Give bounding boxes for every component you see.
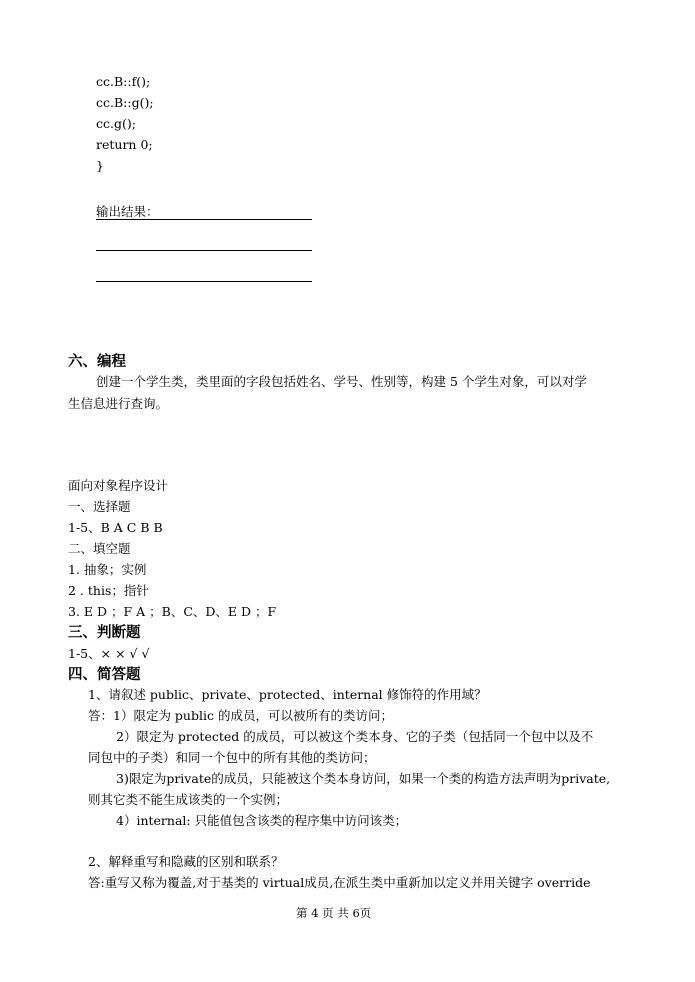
answers-title: 面向对象程序设计 <box>68 478 169 493</box>
section-2-title: 二、填空题 <box>68 541 131 556</box>
section-6-body-line-1: 创建一个学生类，类里面的字段包括姓名、学号、性别等，构建 5 个学生对象，可以对学 <box>96 374 587 389</box>
section-2-item-3: 3. E D ；F A ；B、C、D、E D ；F <box>68 604 277 619</box>
question-2: 2、解释重写和隐藏的区别和联系？ <box>88 854 284 869</box>
answer-2-line-1: 答:重写又称为覆盖,对于基类的 virtual成员,在派生类中重新加以定义并用关键字 override <box>88 875 591 890</box>
output-label: 输出结果： <box>96 204 159 219</box>
section-1-answer: 1-5、B A C B B <box>68 520 163 535</box>
answer-1-line-2: 2）限定为 protected 的成员，可以被这个类本身、它的子类（包括同一个包中以及不 <box>116 729 594 744</box>
question-1: 1、请叙述 public、private、protected、internal 修饰符的作用域？ <box>88 687 487 702</box>
page-footer: 第 4 页 共 6页 <box>296 906 372 920</box>
section-1-title: 一、选择题 <box>68 499 131 514</box>
code-line-2: cc.B::g(); <box>96 95 154 110</box>
answer-blank-line-2 <box>96 250 312 251</box>
section-6-heading: 六、编程 <box>68 354 126 370</box>
answer-blank-line-1 <box>96 219 312 220</box>
code-line-3: cc.g(); <box>96 116 136 131</box>
code-line-1: cc.B::f(); <box>96 74 151 89</box>
code-line-5: } <box>96 158 104 173</box>
section-2-item-1: 1. 抽象；实例 <box>68 562 147 577</box>
code-line-4: return 0; <box>96 137 153 152</box>
answer-1-line-6: 4）internal: 只能值包含该类的程序集中访问该类； <box>116 813 408 828</box>
section-3-answer: 1-5、× × √ √ <box>68 646 150 661</box>
section-4-heading: 四、简答题 <box>68 667 141 683</box>
answer-1-line-4: 3)限定为private的成员，只能被这个类本身访问，如果一个类的构造方法声明为private, <box>116 771 611 786</box>
answer-1-line-1: 答：1）限定为 public 的成员，可以被所有的类访问； <box>88 708 393 723</box>
section-3-heading: 三、判断题 <box>68 625 141 641</box>
answer-blank-line-3 <box>96 281 312 282</box>
section-6-body-line-2: 生信息进行查询。 <box>68 396 169 411</box>
answer-1-line-5: 则其它类不能生成该类的一个实例； <box>88 792 289 807</box>
section-2-item-2: 2 . this；指针 <box>68 583 149 598</box>
answer-1-line-3: 同包中的子类）和同一个包中的所有其他的类访问； <box>88 750 376 765</box>
